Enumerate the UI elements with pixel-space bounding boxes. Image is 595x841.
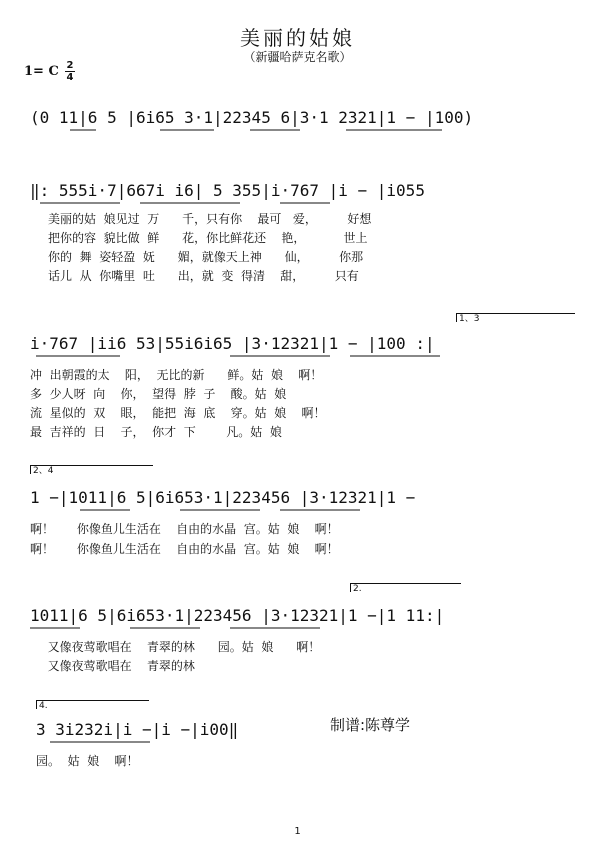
volta-bracket-1-3: 1、3 <box>456 313 575 322</box>
lyric-line-2-3: 你的 舞 姿轻盈 妩 媚，就像天上神 仙， 你那 <box>48 250 364 264</box>
time-signature <box>64 60 76 83</box>
lyric-line-5-2: 又像夜莺歌唱在 青翠的林 <box>40 659 195 673</box>
page-number: 1 <box>294 826 301 837</box>
notation-line-6: 3 3i232i|i −|i −|i00‖ <box>36 720 239 739</box>
lyric-line-2-2: 把你的容 貌比做 鲜 花，你比鲜花还 艳， 世上 <box>48 231 368 245</box>
volta-bracket-4: 4. <box>36 700 149 709</box>
notation-line-5: 1011|6 5|6i653·1|223456 |3·12321|1 −|1 11:| <box>30 606 445 625</box>
lyric-line-3-2: 多 少人呀 向 你， 望得 脖 子 酸。姑 娘 <box>30 387 287 401</box>
song-title: 美丽的姑娘 <box>240 26 355 50</box>
notation-line-1: (0 11|6 5 |6i65 3·1|22345 6|3·1 2321|1 − |100) <box>30 108 474 127</box>
lyric-line-4-1: 啊！ 你像鱼儿生活在 自由的水晶 宫。姑 娘 啊！ <box>30 522 339 536</box>
lyric-line-6-1: 园。 姑 娘 啊！ <box>36 754 139 768</box>
key-signature: 1= C <box>24 64 59 79</box>
lyric-line-4-2: 啊！ 你像鱼儿生活在 自由的水晶 宫。姑 娘 啊！ <box>30 542 339 556</box>
lyric-line-2-4: 话儿 从 你嘴里 吐 出，就 变 得清 甜， 只有 <box>48 269 359 283</box>
time-signature-top: 2 <box>66 60 74 71</box>
song-subtitle: （新疆哈萨克名歌） <box>243 50 352 64</box>
notation-line-3: i·767 |ii6 53|55i6i65 |3·12321|1 − |100 :| <box>30 334 435 353</box>
lyric-line-3-3: 流 星似的 双 眼， 能把 海 底 穿。姑 娘 啊！ <box>30 406 326 420</box>
volta-bracket-2-4: 2、4 <box>30 465 153 474</box>
notation-line-4: 1 −|1011|6 5|6i653·1|223456 |3·12321|1 − <box>30 488 416 507</box>
lyric-line-2-1: 美丽的姑 娘见过 万 千，只有你 最可 爱， 好想 <box>48 212 372 226</box>
time-signature-bottom: 4 <box>66 72 74 83</box>
volta-bracket-2: 2. <box>350 583 461 592</box>
lyric-line-3-4: 最 吉祥的 日 子， 你才 下 凡。姑 娘 <box>30 425 282 439</box>
notation-line-2: ‖: 555i·7|667i i6| 5 355|i·767 |i − |i055 <box>30 181 425 200</box>
transcriber-credit: 制谱:陈尊学 <box>330 716 411 734</box>
lyric-line-3-1: 冲 出朝霞的太 阳， 无比的新 鲜。姑 娘 啊！ <box>30 368 323 382</box>
lyric-line-5-1: 又像夜莺歌唱在 青翠的林 园。姑 娘 啊！ <box>40 640 321 654</box>
